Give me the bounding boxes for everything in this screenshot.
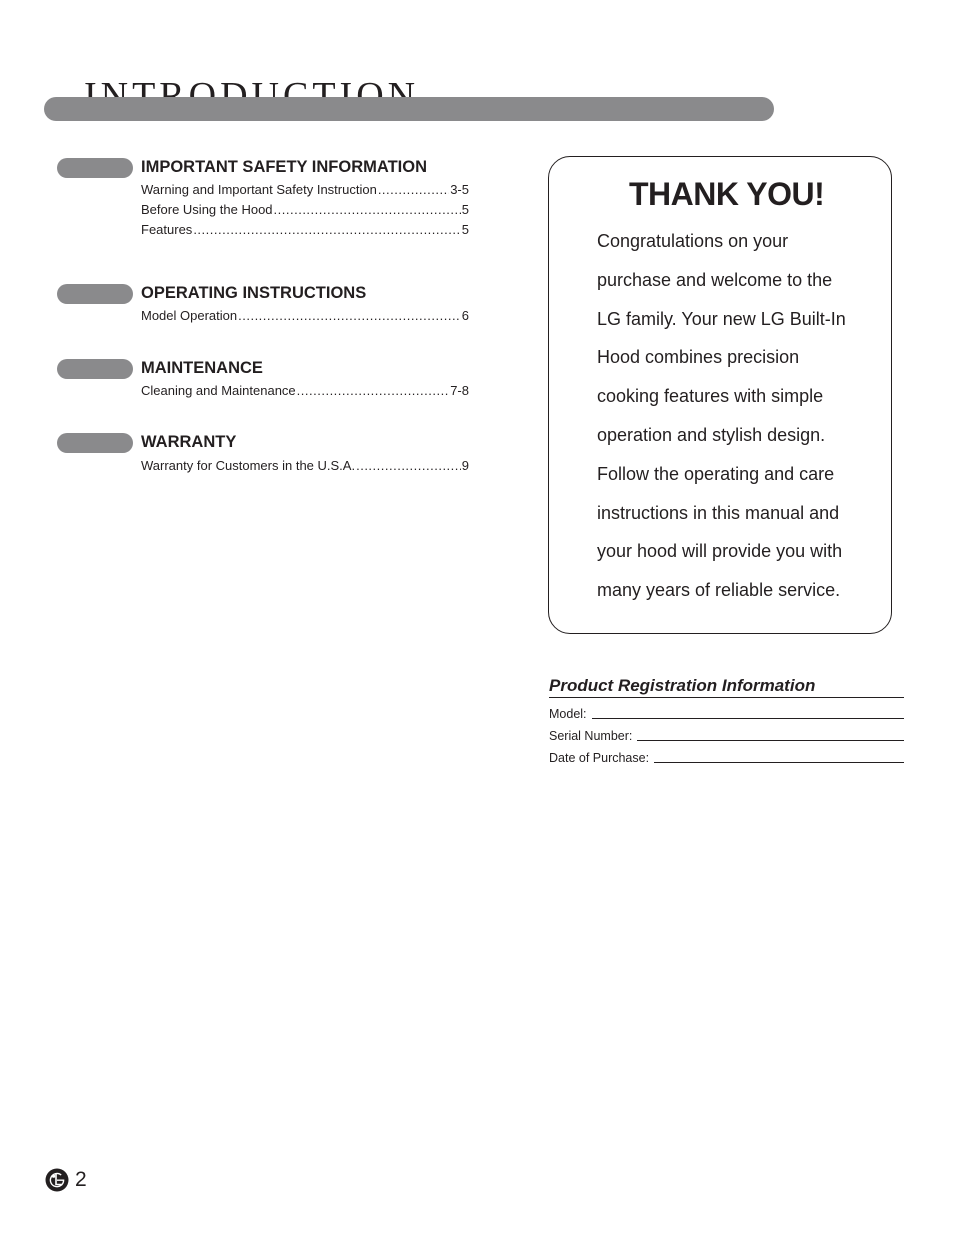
toc-entry-page: 3-5	[450, 182, 469, 197]
toc-entry	[141, 308, 469, 324]
toc-entry-page: 6	[461, 308, 469, 323]
toc-entry-page: 9	[461, 458, 469, 473]
message-line: LG family. Your new LG Built-In	[597, 308, 846, 329]
title-bar	[44, 97, 774, 121]
date-of-purchase-blank-line[interactable]	[654, 761, 904, 763]
model-label: Model:	[549, 707, 587, 721]
message-line: many years of reliable service.	[597, 580, 841, 601]
toc-entry-text: Warranty for Customers in the U.S.A.	[141, 458, 356, 473]
toc-entry-page: 7-8	[450, 383, 469, 398]
message-line: purchase and welcome to the	[597, 269, 833, 290]
dot-leader	[378, 182, 449, 198]
serial-number-field[interactable]	[549, 729, 904, 744]
message-line: Hood combines precision	[597, 347, 800, 368]
message-line: cooking features with simple	[597, 386, 824, 407]
dot-leader	[193, 222, 460, 238]
section-pill	[57, 359, 133, 379]
toc-entry	[141, 222, 469, 238]
message-line: Follow the operating and care	[597, 463, 835, 484]
toc-heading: MAINTENANCE	[141, 359, 263, 377]
toc-entry-text: Model Operation	[141, 308, 238, 323]
toc-entry	[141, 383, 469, 399]
registration-title: Product Registration Information	[549, 676, 904, 698]
toc-entry-text: Cleaning and Maintenance	[141, 383, 296, 398]
message-line: your hood will provide you with	[597, 541, 843, 562]
serial-number-blank-line[interactable]	[637, 739, 904, 741]
model-field[interactable]	[549, 707, 904, 722]
section-pill	[57, 158, 133, 178]
toc-entry	[141, 458, 469, 474]
thank-you-heading: THANK YOU!	[629, 176, 825, 212]
toc-heading: OPERATING INSTRUCTIONS	[141, 284, 367, 302]
dot-leader	[356, 458, 461, 474]
message-line: Congratulations on your	[597, 231, 789, 251]
toc-entry-text: Before Using the Hood	[141, 202, 273, 217]
toc-entry	[141, 182, 469, 198]
lg-logo-icon	[45, 1168, 69, 1192]
dot-leader	[274, 202, 461, 218]
message-line: instructions in this manual and	[597, 502, 840, 523]
dot-leader	[297, 383, 450, 399]
toc-heading: IMPORTANT SAFETY INFORMATION	[141, 158, 427, 176]
message-line: operation and stylish design.	[597, 424, 826, 445]
date-of-purchase-label: Date of Purchase:	[549, 751, 650, 765]
date-of-purchase-field[interactable]	[549, 751, 904, 766]
page-number: 2	[75, 1168, 87, 1191]
thank-you-message	[597, 222, 887, 610]
toc-entry-text: Warning and Important Safety Instruction	[141, 182, 377, 197]
toc-entry-text: Features	[141, 222, 193, 237]
toc-entry	[141, 202, 469, 218]
dot-leader	[238, 308, 461, 324]
page-footer	[45, 1168, 87, 1192]
model-blank-line[interactable]	[592, 717, 904, 719]
serial-number-label: Serial Number:	[549, 729, 633, 743]
toc-entry-page: 5	[461, 222, 469, 237]
section-pill	[57, 284, 133, 304]
section-pill	[57, 433, 133, 453]
toc-heading: WARRANTY	[141, 433, 237, 451]
toc-entry-page: 5	[461, 202, 469, 217]
